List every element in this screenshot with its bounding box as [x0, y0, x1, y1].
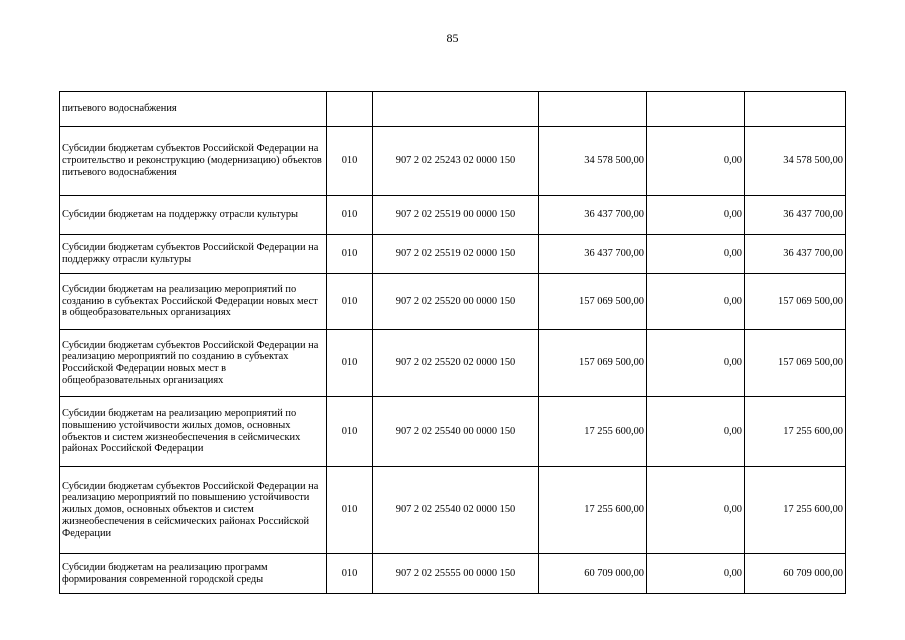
row-total: 157 069 500,00 [745, 330, 846, 397]
row-name: Субсидии бюджетам субъектов Российской Федерации на поддержку отрасли культуры [60, 235, 327, 274]
row-total: 157 069 500,00 [745, 274, 846, 330]
row-plan [539, 92, 647, 127]
row-plan: 60 709 000,00 [539, 554, 647, 594]
row-total: 34 578 500,00 [745, 127, 846, 196]
table-row [60, 554, 846, 594]
row-code: 010 [327, 554, 373, 594]
row-total: 60 709 000,00 [745, 554, 846, 594]
row-kbk: 907 2 02 25540 02 0000 150 [373, 467, 539, 554]
row-name: Субсидии бюджетам на реализацию мероприятий по повышению устойчивости жилых домов, основных объектов и систем жизнеобеспечения в сейсмических районах Российской Федерации [60, 397, 327, 467]
row-exec: 0,00 [647, 330, 745, 397]
row-kbk: 907 2 02 25555 00 0000 150 [373, 554, 539, 594]
row-code: 010 [327, 274, 373, 330]
row-code: 010 [327, 196, 373, 235]
row-name: питьевого водоснабжения [60, 92, 327, 127]
row-exec: 0,00 [647, 235, 745, 274]
row-code: 010 [327, 397, 373, 467]
row-plan: 17 255 600,00 [539, 397, 647, 467]
row-kbk [373, 92, 539, 127]
row-name: Субсидии бюджетам субъектов Российской Федерации на строительство и реконструкцию (модернизацию) объектов питьевого водоснабжения [60, 127, 327, 196]
row-kbk: 907 2 02 25519 00 0000 150 [373, 196, 539, 235]
row-plan: 17 255 600,00 [539, 467, 647, 554]
row-code: 010 [327, 127, 373, 196]
row-kbk: 907 2 02 25520 02 0000 150 [373, 330, 539, 397]
row-exec [647, 92, 745, 127]
row-total: 17 255 600,00 [745, 467, 846, 554]
row-kbk: 907 2 02 25540 00 0000 150 [373, 397, 539, 467]
row-plan: 34 578 500,00 [539, 127, 647, 196]
row-plan: 157 069 500,00 [539, 274, 647, 330]
row-exec: 0,00 [647, 397, 745, 467]
row-plan: 157 069 500,00 [539, 330, 647, 397]
row-total: 36 437 700,00 [745, 235, 846, 274]
table-row [60, 92, 846, 127]
table-row [60, 397, 846, 467]
page-number: 85 [446, 31, 459, 45]
row-exec: 0,00 [647, 274, 745, 330]
row-kbk: 907 2 02 25519 02 0000 150 [373, 235, 539, 274]
row-exec: 0,00 [647, 196, 745, 235]
row-code [327, 92, 373, 127]
row-code: 010 [327, 467, 373, 554]
table-row [60, 196, 846, 235]
row-exec: 0,00 [647, 554, 745, 594]
row-name: Субсидии бюджетам субъектов Российской Федерации на реализацию мероприятий по созданию в субъектах Российской Федерации новых мест в общеобразовательных организациях [60, 330, 327, 397]
budget-table [59, 91, 846, 594]
table-row [60, 235, 846, 274]
table-row [60, 274, 846, 330]
row-kbk: 907 2 02 25520 00 0000 150 [373, 274, 539, 330]
row-plan: 36 437 700,00 [539, 196, 647, 235]
row-name: Субсидии бюджетам субъектов Российской Федерации на реализацию мероприятий по повышению устойчивости жилых домов, основных объектов и систем жизнеобеспечения в сейсмических районах Российской Федерации [60, 467, 327, 554]
row-total: 17 255 600,00 [745, 397, 846, 467]
row-name: Субсидии бюджетам на реализацию мероприятий по созданию в субъектах Российской Федерации новых мест в общеобразовательных организациях [60, 274, 327, 330]
table-row [60, 330, 846, 397]
row-code: 010 [327, 330, 373, 397]
row-exec: 0,00 [647, 467, 745, 554]
row-name: Субсидии бюджетам на реализацию программ формирования современной городской среды [60, 554, 327, 594]
row-total: 36 437 700,00 [745, 196, 846, 235]
row-name: Субсидии бюджетам на поддержку отрасли культуры [60, 196, 327, 235]
row-plan: 36 437 700,00 [539, 235, 647, 274]
table-row [60, 127, 846, 196]
row-exec: 0,00 [647, 127, 745, 196]
table-row [60, 467, 846, 554]
row-total [745, 92, 846, 127]
row-kbk: 907 2 02 25243 02 0000 150 [373, 127, 539, 196]
row-code: 010 [327, 235, 373, 274]
